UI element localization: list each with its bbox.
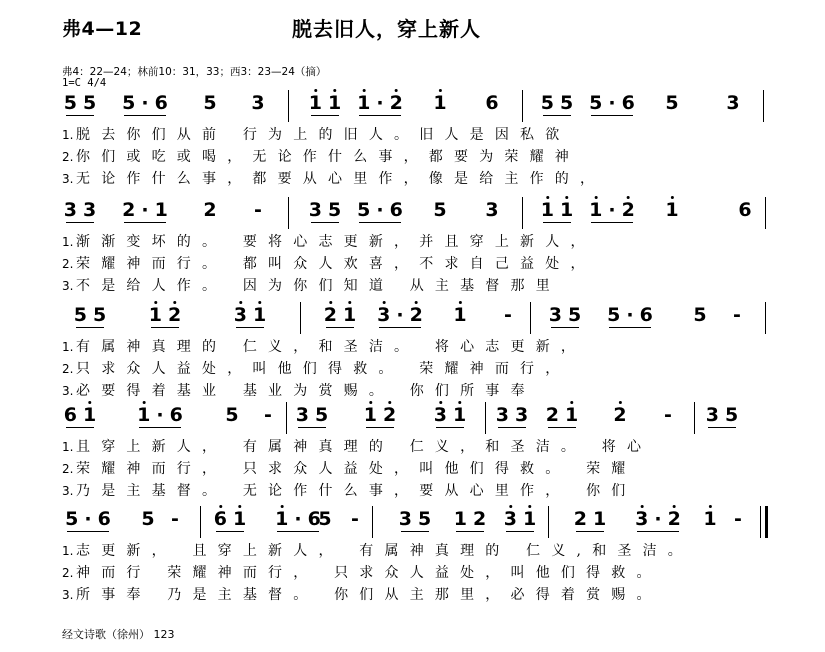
note-group: 5 · 6 (122, 92, 168, 114)
barline (760, 506, 761, 538)
note-group: 5 5 (63, 92, 97, 114)
verse-number: 3. (62, 279, 74, 293)
note-group: 3 5 (548, 304, 582, 326)
note-group: 3 (251, 92, 265, 114)
beam-line (379, 327, 421, 328)
note-row (0, 402, 825, 434)
beam-line (151, 327, 179, 328)
lyric-text: 渐渐变坏的。 要将心志更新，并且穿上新人， (76, 234, 596, 250)
scripture-source: 弗4：22—24；林前10：31，33；西3：23—24（摘） (62, 66, 327, 78)
barline (694, 402, 695, 434)
note-group: 2 1 (543, 406, 581, 425)
lyric-line (0, 586, 825, 604)
barline (372, 506, 373, 538)
note-group: 1 (662, 201, 681, 220)
note-group: 5 (665, 92, 679, 114)
beam-line (456, 531, 484, 532)
lyric-line (0, 360, 825, 378)
dash-extension: - (351, 508, 359, 530)
lyric-line (0, 170, 825, 188)
beam-line (216, 531, 244, 532)
dash-extension: - (504, 304, 512, 326)
verse-number: 2. (62, 150, 74, 164)
beam-line (401, 531, 429, 532)
note-group: 1 (700, 510, 719, 529)
note-group: 1 2 (361, 406, 399, 425)
note-group: 2 · 1 (122, 199, 168, 221)
note-group: 5 (225, 404, 239, 426)
note-group: 2 (610, 406, 629, 425)
barline (288, 197, 289, 229)
note-group: 3 1 (431, 406, 469, 425)
note-row (0, 197, 825, 229)
note-group: 3 5 (705, 404, 739, 426)
beam-line (236, 327, 264, 328)
lyric-text: 荣耀神而行。 都叫众人欢喜，不求自己益处， (76, 256, 596, 272)
beam-line (139, 427, 181, 428)
note-group: 6 (485, 92, 499, 114)
barline (763, 90, 764, 122)
lyric-line (0, 482, 825, 500)
barline (530, 302, 531, 334)
note-group: 5 (693, 304, 707, 326)
beam-line (543, 115, 571, 116)
note-group: 1 (450, 306, 469, 325)
note-group: 3 5 (308, 199, 342, 221)
beam-line (124, 115, 166, 116)
beam-line (66, 115, 94, 116)
note-row (0, 302, 825, 334)
note-group: 3 3 (495, 404, 529, 426)
beam-line (66, 427, 94, 428)
barline (288, 90, 289, 122)
lyric-line (0, 233, 825, 251)
note-group: 1 1 (306, 94, 344, 113)
lyric-line (0, 460, 825, 478)
note-group: 3 · 2 (374, 306, 426, 325)
note-row (0, 506, 825, 538)
note-group: 1 · 2 (586, 201, 638, 220)
barline (200, 506, 201, 538)
verse-number: 2. (62, 462, 74, 476)
beam-line (498, 427, 526, 428)
verse-number: 3. (62, 384, 74, 398)
verse-number: 1. (62, 235, 74, 249)
final-barline (765, 506, 768, 538)
verse-number: 1. (62, 440, 74, 454)
beam-line (506, 531, 534, 532)
note-group: 5 · 6 (589, 92, 635, 114)
verse-number: 3. (62, 484, 74, 498)
beam-line (326, 327, 354, 328)
verse-number: 1. (62, 128, 74, 142)
note-group: 5 · 6 (65, 508, 111, 530)
beam-line (366, 427, 394, 428)
barline (286, 402, 287, 434)
beam-line (277, 531, 319, 532)
note-group: 3 (485, 199, 499, 221)
note-group: 6 (738, 199, 752, 221)
note-group: 5 · 6 (607, 304, 653, 326)
beam-line (67, 531, 109, 532)
note-group: 5 · 6 (357, 199, 403, 221)
barline (522, 90, 523, 122)
note-group: 3 (726, 92, 740, 114)
dash-extension: - (733, 304, 741, 326)
note-group: 5 (318, 508, 332, 530)
note-group: 3 5 (295, 404, 329, 426)
lyric-text: 脱去你们从前 行为上的旧人。旧人是因私欲 (76, 127, 571, 143)
note-group: 3 3 (63, 199, 97, 221)
note-group: 1 2 (146, 306, 184, 325)
note-group: 2 1 (321, 306, 359, 325)
note-group: 1 1 (538, 201, 576, 220)
verse-number: 2. (62, 566, 74, 580)
beam-line (436, 427, 464, 428)
beam-line (359, 222, 401, 223)
beam-line (548, 427, 576, 428)
dash-extension: - (664, 404, 672, 426)
beam-line (609, 327, 651, 328)
lyric-text: 无论作什么事，都要从心里作，像是给主作的， (76, 171, 606, 187)
lyric-text: 且穿上新人， 有属神真理的 仁义，和圣洁。 将心 (76, 439, 653, 455)
lyric-line (0, 382, 825, 400)
beam-line (359, 115, 401, 116)
lyric-text: 必要得着基业 基业为赏赐。 你们所事奉 (76, 383, 536, 399)
lyric-line (0, 542, 825, 560)
lyric-line (0, 338, 825, 356)
beam-line (637, 531, 679, 532)
beam-line (551, 327, 579, 328)
dash-extension: - (264, 404, 272, 426)
lyric-line (0, 438, 825, 456)
note-row (0, 90, 825, 122)
beam-line (591, 222, 633, 223)
note-group: 1 · 6 (272, 510, 324, 529)
dash-extension: - (171, 508, 179, 530)
verse-number: 1. (62, 544, 74, 558)
lyric-text: 荣耀神而行， 只求众人益处，叫他们得救。 荣耀 (76, 461, 637, 477)
barline (300, 302, 301, 334)
beam-line (576, 531, 604, 532)
lyric-line (0, 148, 825, 166)
song-title: 脱去旧人，穿上新人 (292, 17, 481, 41)
note-group: 5 5 (540, 92, 574, 114)
note-group: 5 (141, 508, 155, 530)
note-group: 1 · 6 (134, 406, 186, 425)
note-group: 1 · 2 (354, 94, 406, 113)
note-group: 3 1 (231, 306, 269, 325)
beam-line (543, 222, 571, 223)
note-group: 3 5 (398, 508, 432, 530)
barline (485, 402, 486, 434)
lyric-text: 有属神真理的 仁义，和圣洁。 将心志更新， (76, 339, 587, 355)
note-group: 1 (430, 94, 449, 113)
beam-line (311, 115, 339, 116)
beam-line (124, 222, 166, 223)
note-group: 2 1 (573, 508, 607, 530)
lyric-text: 乃是主基督。 无论作什么事，要从心里作， 你们 (76, 483, 637, 499)
lyric-line (0, 277, 825, 295)
dash-extension: - (734, 508, 742, 530)
note-group: 5 5 (73, 304, 107, 326)
note-group: 3 · 2 (632, 510, 684, 529)
barline (765, 302, 766, 334)
lyric-text: 不是给人作。 因为你们知道 从主基督那里 (76, 278, 561, 294)
beam-line (708, 427, 736, 428)
lyric-line (0, 126, 825, 144)
footer-caption: 经文诗歌（徐州） 123 (62, 628, 175, 641)
verse-number: 1. (62, 340, 74, 354)
barline (522, 197, 523, 229)
lyric-line (0, 564, 825, 582)
dash-extension: - (254, 199, 262, 221)
note-group: 2 (203, 199, 217, 221)
lyric-text: 只求众人益处，叫他们得救。 荣耀神而行， (76, 361, 571, 377)
beam-line (66, 222, 94, 223)
verse-number: 3. (62, 588, 74, 602)
verse-number: 3. (62, 172, 74, 186)
note-group: 5 (203, 92, 217, 114)
note-group: 5 (433, 199, 447, 221)
reference-heading: 弗4—12 (62, 18, 143, 40)
beam-line (311, 222, 339, 223)
note-group: 6 1 (211, 510, 249, 529)
barline (548, 506, 549, 538)
beam-line (76, 327, 104, 328)
lyric-text: 所事奉 乃是主基督。 你们从主那里，必得着赏赐。 (76, 587, 662, 603)
verse-number: 2. (62, 257, 74, 271)
note-group: 3 1 (501, 510, 539, 529)
beam-line (298, 427, 326, 428)
lyric-text: 神而行 荣耀神而行， 只求众人益处，叫他们得救。 (76, 565, 662, 581)
beam-line (591, 115, 633, 116)
barline (765, 197, 766, 229)
lyric-line (0, 255, 825, 273)
lyric-text: 志更新， 且穿上新人， 有属神真理的 仁义,和圣洁。 (76, 543, 693, 559)
verse-number: 2. (62, 362, 74, 376)
key-signature: 1=C 4/4 (62, 77, 107, 89)
lyric-text: 你们或吃或喝，无论作什么事，都要为荣耀神 (76, 149, 580, 165)
note-group: 1 2 (453, 508, 487, 530)
note-group: 6 1 (61, 406, 99, 425)
